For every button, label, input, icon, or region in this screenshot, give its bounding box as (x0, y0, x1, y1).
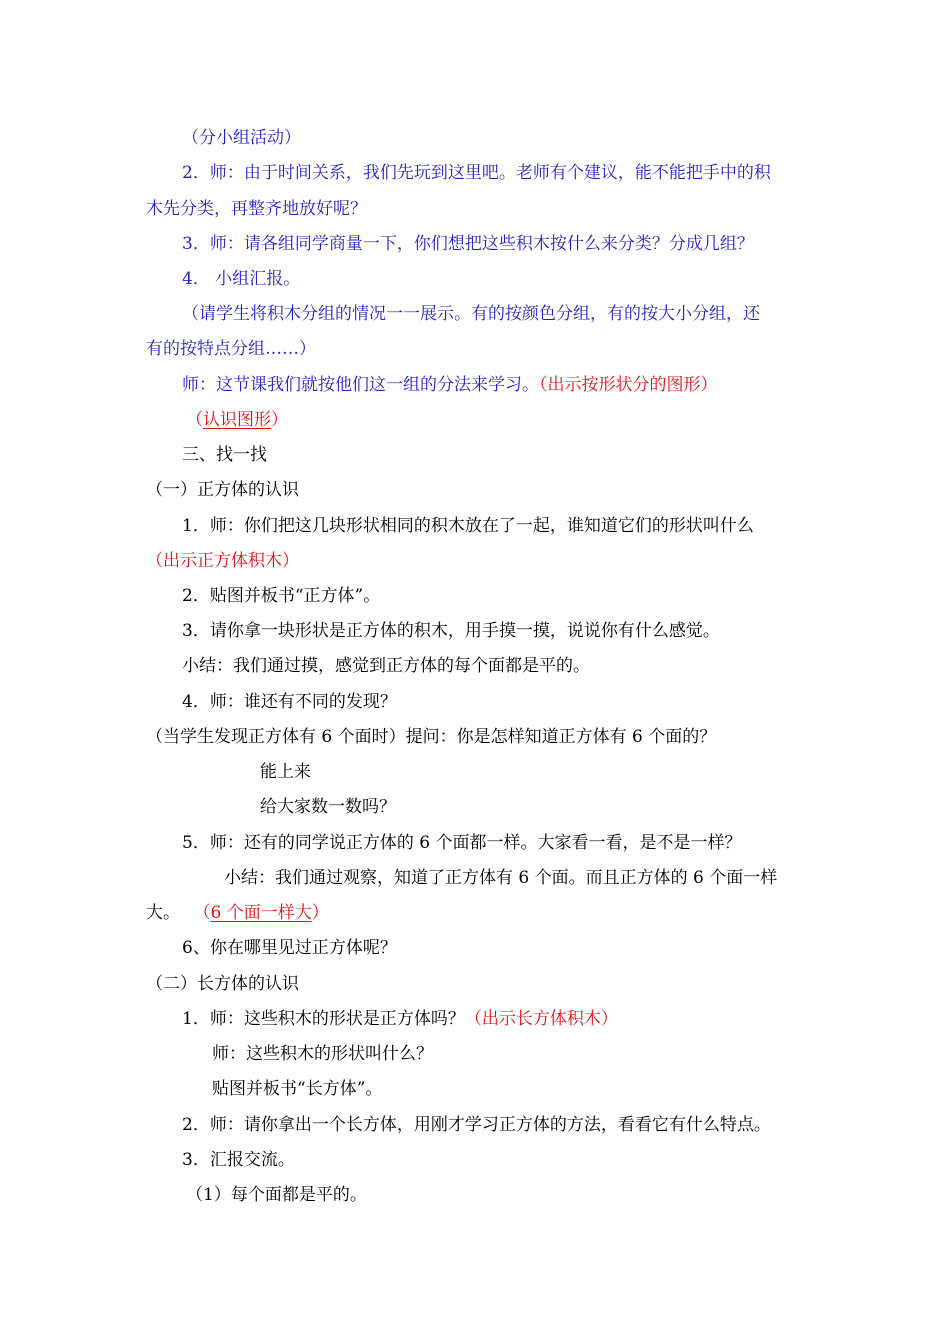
cube-summary-2-line-1: 小结：我们通过观察，知道了正方体有 6 个面。而且正方体的 6 个面一样 (224, 868, 778, 888)
group-note-line-1: （请学生将积木分组的情况一一展示。有的按颜色分组，有的按大小分组，还 (182, 304, 760, 324)
cube-question: （当学生发现正方体有 6 个面时）提问：你是怎样知道正方体有 6 个面的？ (146, 727, 717, 747)
cuboid-step-3: 3．汇报交流。 (182, 1150, 295, 1170)
recognize-shapes-heading (186, 408, 288, 432)
prompt-count: 给大家数一数吗？ (260, 797, 396, 817)
cube-summary-1: 小结：我们通过摸，感觉到正方体的每个面都是平的。 (182, 656, 590, 676)
activity-note: （分小组活动） (182, 128, 301, 148)
teacher-intro-line (182, 373, 718, 397)
step-3: 3．师：请各组同学商量一下，你们想把这些积木按什么来分类？分成几组？ (182, 234, 754, 254)
show-cuboid-note: （出示长方体积木） (464, 1009, 618, 1029)
group-note-line-2: 有的按特点分组……） (146, 339, 316, 359)
cube-step-3: 3．请你拿一块形状是正方体的积木，用手摸一摸，说说你有什么感觉。 (182, 621, 720, 641)
cuboid-step-2: 2．师：请你拿出一个长方体，用刚才学习正方体的方法，看看它有什么特点。 (182, 1115, 771, 1135)
section-3-heading: 三、找一找 (182, 445, 267, 465)
recognize-shapes-label: 认识图形 (203, 410, 271, 430)
teacher-intro-text: 师：这节课我们就按他们这一组的分法来学习。 (182, 375, 539, 395)
paren-open: （ (186, 410, 203, 430)
step-2-line-1: 2．师：由于时间关系，我们先玩到这里吧。老师有个建议，能不能把手中的积 (182, 163, 771, 183)
cube-step-6: 6、你在哪里见过正方体呢？ (182, 938, 397, 958)
step-2-line-2: 木先分类，再整齐地放好呢？ (146, 199, 367, 219)
paren-close-2: ） (311, 903, 329, 923)
show-shapes-note: （出示按形状分的图形） (539, 375, 718, 395)
step-4: 4． 小组汇报。 (182, 269, 301, 289)
paren-open-2: （ (202, 903, 211, 923)
summary-end: 大。 (146, 903, 180, 923)
subsection-cube-heading: （一）正方体的认识 (146, 480, 299, 500)
cube-step-4: 4．师：谁还有不同的发现？ (182, 692, 397, 712)
cube-step-1: 1．师：你们把这几块形状相同的积木放在了一起，谁知道它们的形状叫什么 (182, 516, 754, 536)
cube-step-5: 5．师：还有的同学说正方体的 6 个面都一样。大家看一看，是不是一样？ (182, 833, 742, 853)
cube-step-2: 2．贴图并板书“正方体”。 (182, 586, 381, 606)
six-faces-same-label: 6 个面一样大 (210, 903, 312, 923)
cuboid-question: 1．师：这些积木的形状是正方体吗？ (182, 1009, 465, 1029)
cube-summary-2-line-2 (146, 901, 329, 925)
cuboid-point-1: （1）每个面都是平的。 (186, 1185, 367, 1205)
paren-close: ） (271, 410, 288, 430)
prompt-come-up: 能上来 (260, 762, 311, 782)
subsection-cuboid-heading: （二）长方体的认识 (146, 974, 299, 994)
cuboid-step-1 (182, 1007, 618, 1031)
show-cube-note: （出示正方体积木） (146, 551, 299, 571)
cuboid-name-question: 师：这些积木的形状叫什么？ (212, 1044, 433, 1064)
cuboid-board-note: 贴图并板书“长方体”。 (212, 1079, 383, 1099)
